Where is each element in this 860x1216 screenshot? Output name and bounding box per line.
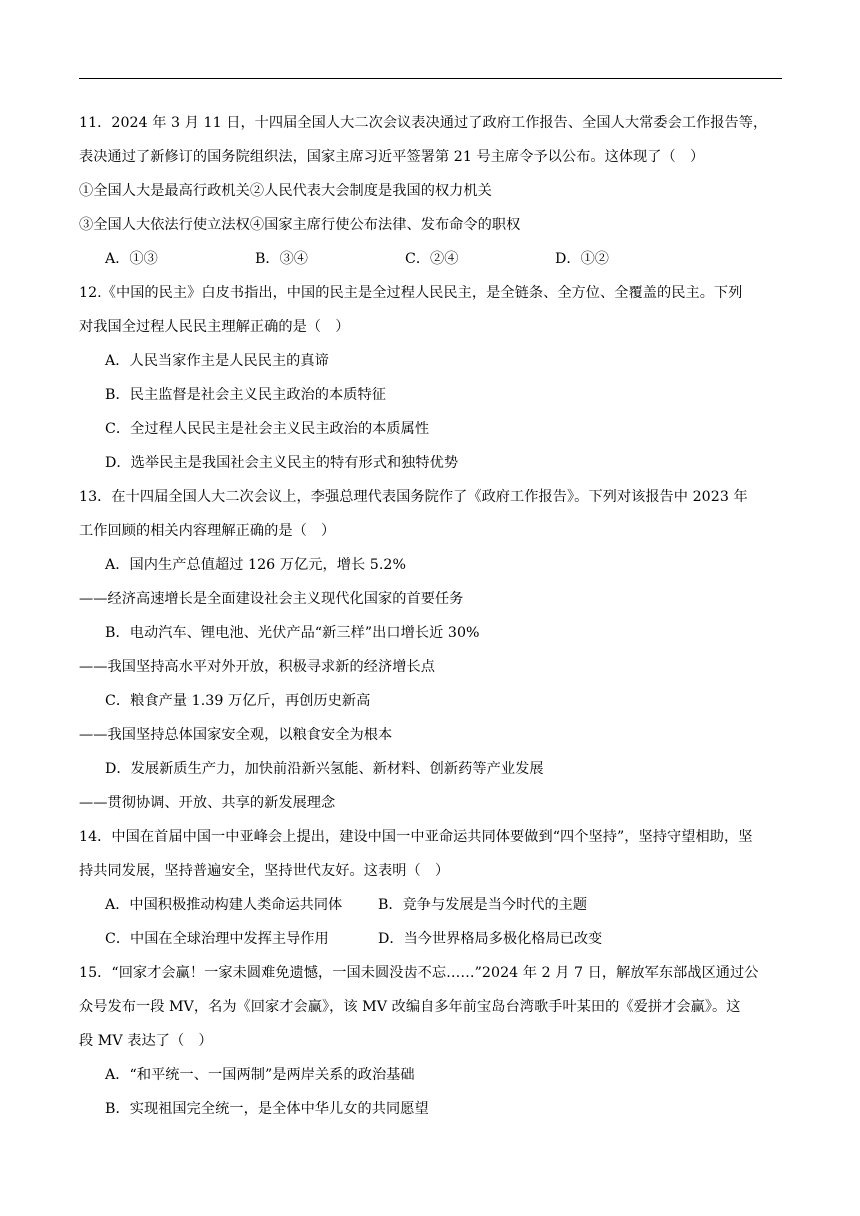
question-12-option-c[interactable]: C．全过程人民民主是社会主义民主政治的本质属性: [105, 421, 430, 437]
question-13-option-b[interactable]: B．电动汽车、锂电池、光伏产品“新三样”出口增长近 30%: [105, 625, 480, 641]
question-14-option-d[interactable]: D．当今世界格局多极化格局已改变: [378, 931, 603, 947]
question-13-option-c[interactable]: C．粮食产量 1.39 万亿斤，再创历史新高: [105, 693, 371, 709]
question-11-option-b[interactable]: B．③④: [255, 251, 308, 267]
question-12-stem-line-2: 对我国全过程人民民主理解正确的是（ ）: [79, 319, 350, 335]
question-14-option-c[interactable]: C．中国在全球治理中发挥主导作用: [105, 931, 329, 947]
question-11-option-a[interactable]: A．①③: [105, 251, 158, 267]
question-11-option-c[interactable]: C．②④: [405, 251, 459, 267]
question-12-option-a[interactable]: A．人民当家作主是人民民主的真谛: [105, 353, 329, 369]
question-15-stem-line-2: 众号发布一段 MV，名为《回家才会赢》，该 MV 改编自多年前宝岛台湾歌手叶某田的《爱拼才会赢》。这: [79, 999, 741, 1015]
question-13-stem-line-2: 工作回顾的相关内容理解正确的是（ ）: [79, 523, 336, 539]
header-divider: [79, 78, 782, 79]
question-15: [79, 956, 784, 1126]
question-14-options-row-1: [79, 888, 784, 922]
question-11: [79, 106, 784, 276]
question-13-stem-line-1: 13．在十四届全国人大二次会议上，李强总理代表国务院作了《政府工作报告》。下列对该报告中 2023 年: [79, 489, 748, 505]
question-15-stem-line-3: 段 MV 表达了（ ）: [79, 1033, 213, 1049]
question-12: [79, 276, 784, 480]
question-11-stem-line-2: 表决通过了新修订的国务院组织法，国家主席习近平签署第 21 号主席令予以公布。这体现了（ ）: [79, 149, 705, 165]
question-11-stem-line-1: 11．2024 年 3 月 11 日，十四届全国人大二次会议表决通过了政府工作报告、全国人大常委会工作报告等，: [79, 115, 768, 131]
question-12-stem-line-1: 12.《中国的民主》白皮书指出，中国的民主是全过程人民民主，是全链条、全方位、全覆盖的民主。下列: [79, 285, 743, 301]
question-15-option-b[interactable]: B．实现祖国完全统一，是全体中华儿女的共同愿望: [105, 1101, 429, 1117]
question-14: [79, 820, 784, 956]
question-14-option-b[interactable]: B．竞争与发展是当今时代的主题: [378, 897, 588, 913]
question-12-option-d[interactable]: D．选举民主是我国社会主义民主的特有形式和独特优势: [105, 455, 459, 471]
question-14-option-a[interactable]: A．中国积极推动构建人类命运共同体: [105, 897, 343, 913]
question-13-option-d[interactable]: D．发展新质生产力，加快前沿新兴氢能、新材料、创新药等产业发展: [105, 761, 544, 777]
question-13-option-a[interactable]: A．国内生产总值超过 126 万亿元，增长 5.2%: [105, 557, 407, 573]
question-13: [79, 480, 784, 820]
question-list: [79, 106, 784, 1126]
question-11-options: [79, 242, 784, 276]
question-11-statement-1: ①全国人大是最高行政机关②人民代表大会制度是我国的权力机关: [79, 183, 492, 199]
question-15-stem-line-1: 15．“回家才会赢！一家未圆难免遗憾，一国未圆没齿不忘……”2024 年 2 月 7 日，解放军东部战区通过公: [79, 965, 759, 981]
question-15-option-a[interactable]: A．“和平统一、一国两制”是两岸关系的政治基础: [105, 1067, 415, 1083]
question-14-stem-line-1: 14．中国在首届中国一中亚峰会上提出，建设中国一中亚命运共同体要做到“四个坚持”，坚持守望相助，坚: [79, 829, 753, 845]
question-12-option-b[interactable]: B．民主监督是社会主义民主政治的本质特征: [105, 387, 386, 403]
question-11-option-d[interactable]: D．①②: [555, 251, 609, 267]
question-13-option-c-note: ——我国坚持总体国家安全观，以粮食安全为根本: [79, 727, 393, 743]
question-13-option-b-note: ——我国坚持高水平对外开放，积极寻求新的经济增长点: [79, 659, 435, 675]
question-13-option-d-note: ——贯彻协调、开放、共享的新发展理念: [79, 795, 336, 811]
question-14-options-row-2: [79, 922, 784, 956]
question-14-stem-line-2: 持共同发展，坚持普遍安全，坚持世代友好。这表明（ ）: [79, 863, 450, 879]
question-11-statement-2: ③全国人大依法行使立法权④国家主席行使公布法律、发布命令的职权: [79, 217, 521, 233]
question-13-option-a-note: ——经济高速增长是全面建设社会主义现代化国家的首要任务: [79, 591, 464, 607]
